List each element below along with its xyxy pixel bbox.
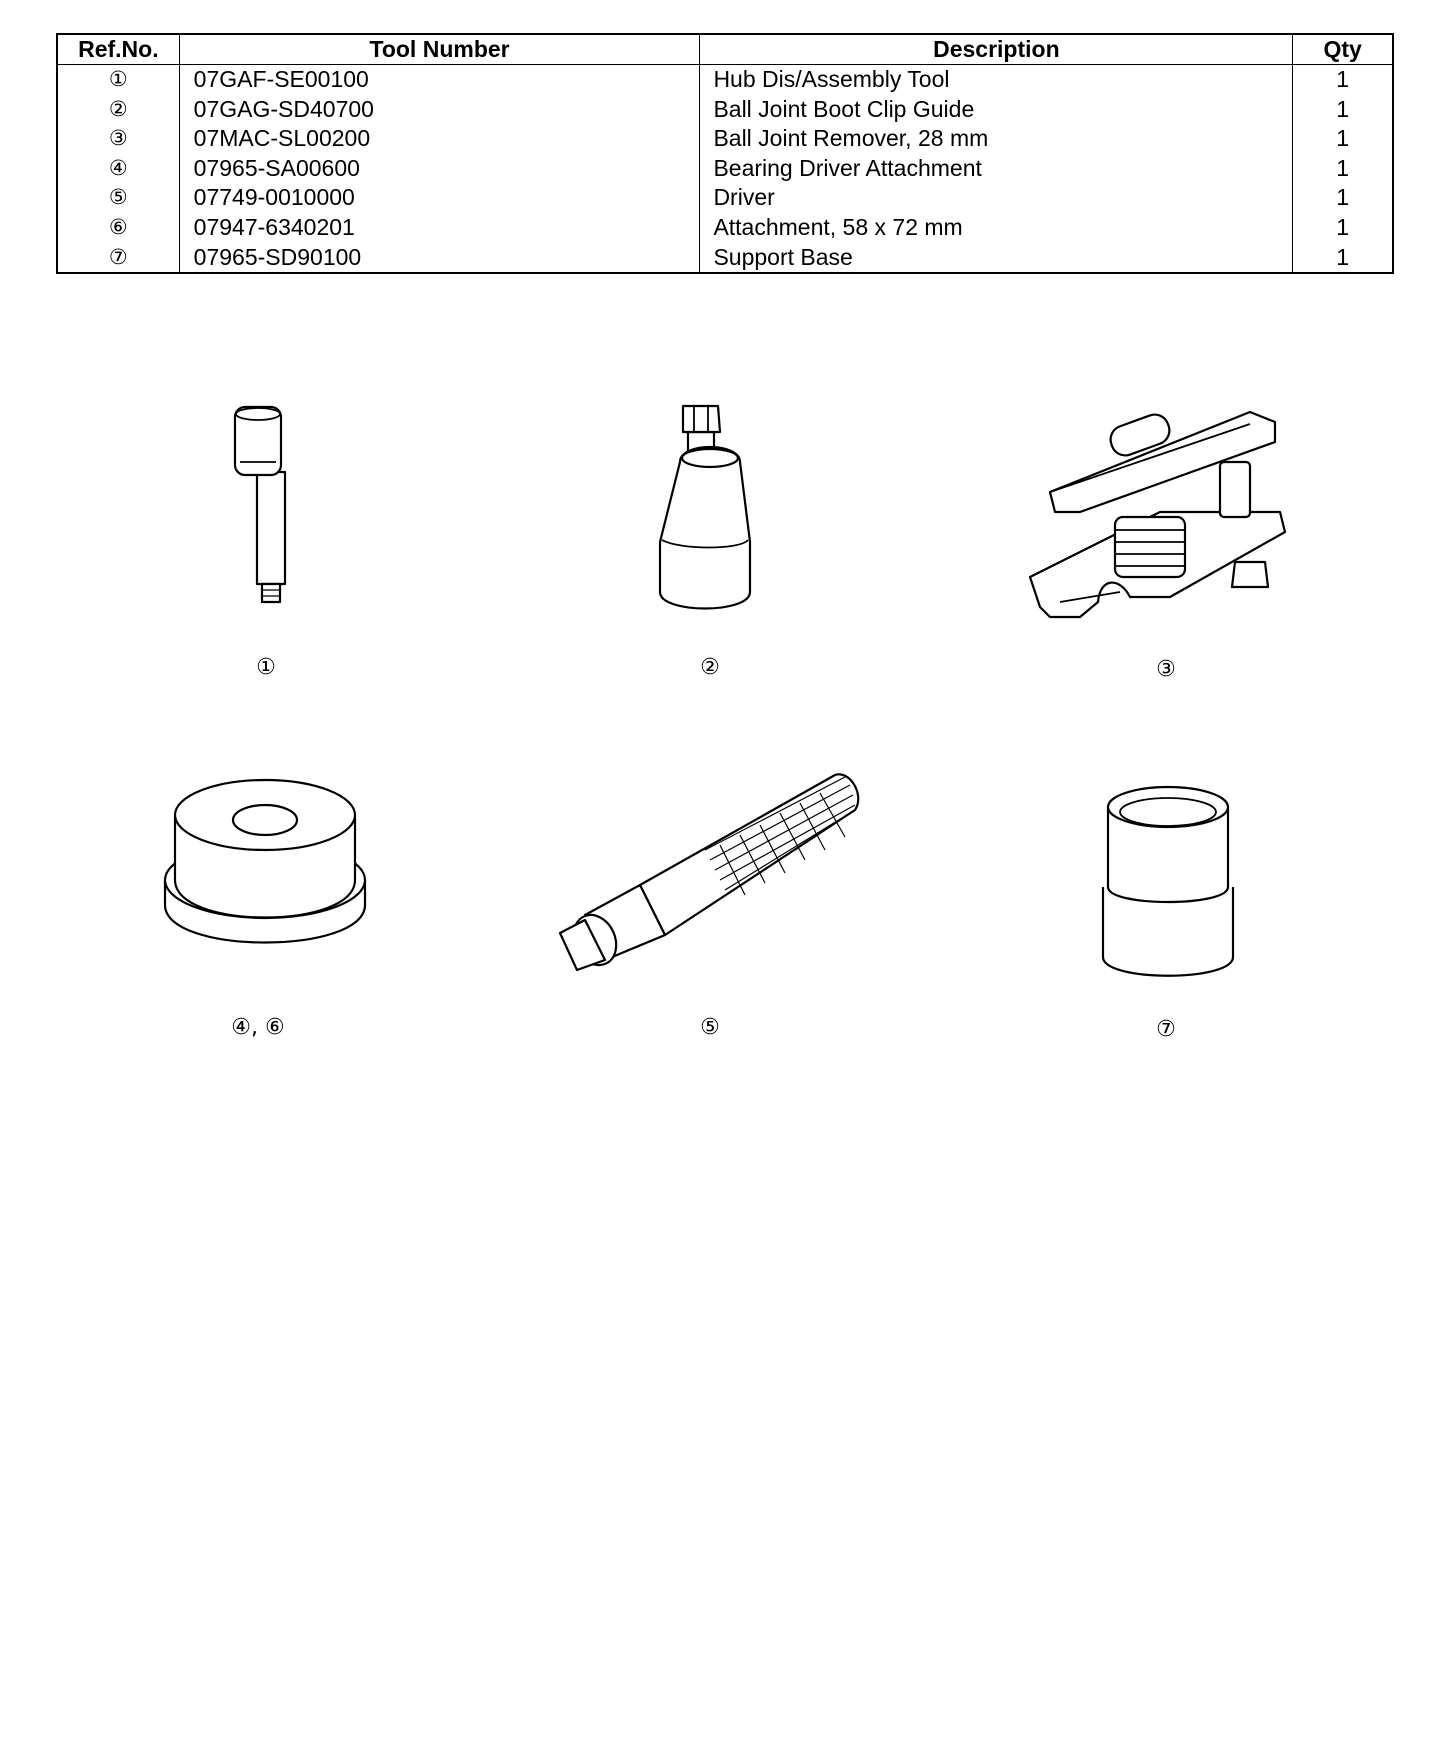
bearing-driver-attachment-illustration [160,770,370,950]
tool-number-cell: 07MAC-SL00200 [179,124,700,154]
ref-cell: ③ [108,126,128,151]
tool-number-cell: 07965-SD90100 [179,243,700,274]
figure-caption-3: ③ [1156,657,1176,682]
description-cell: Attachment, 58 x 72 mm [700,213,1293,243]
ref-cell: ④ [108,155,128,180]
description-cell: Ball Joint Boot Clip Guide [700,95,1293,125]
table-header-row [57,34,1393,65]
qty-cell: 1 [1293,213,1393,243]
table-row [57,183,1393,213]
figure-caption-1: ① [256,655,276,680]
tool-number-cell: 07GAF-SE00100 [179,65,700,95]
header-tool-number: Tool Number [179,34,700,65]
tool-number-cell: 07965-SA00600 [179,154,700,184]
qty-cell: 1 [1293,243,1393,274]
qty-cell: 1 [1293,65,1393,95]
table-row [57,65,1393,95]
description-cell: Support Base [700,243,1293,274]
table-row [57,154,1393,184]
support-base-illustration [1098,782,1238,982]
ref-cell: ① [108,67,128,91]
qty-cell: 1 [1293,124,1393,154]
ref-cell: ⑤ [108,185,128,210]
driver-illustration [545,755,875,975]
description-cell: Driver [700,183,1293,213]
hub-tool-illustration [220,402,320,607]
ball-joint-remover-illustration [1020,402,1310,647]
header-description: Description [700,34,1293,65]
description-cell: Ball Joint Remover, 28 mm [700,124,1293,154]
qty-cell: 1 [1293,154,1393,184]
special-tools-table [56,33,1394,274]
figure-caption-2: ② [700,655,720,680]
ref-cell: ⑥ [108,214,128,239]
qty-cell: 1 [1293,183,1393,213]
header-qty: Qty [1293,34,1393,65]
header-ref-no: Ref.No. [57,34,179,65]
tool-number-cell: 07749-0010000 [179,183,700,213]
table-row [57,124,1393,154]
figure-caption-4: ④, ⑥ [231,1015,285,1040]
table-row [57,213,1393,243]
description-cell: Hub Dis/Assembly Tool [700,65,1293,95]
description-cell: Bearing Driver Attachment [700,154,1293,184]
figure-caption-7: ⑦ [1156,1017,1176,1042]
figure-caption-5: ⑤ [700,1015,720,1040]
table-row [57,95,1393,125]
tool-number-cell: 07GAG-SD40700 [179,95,700,125]
qty-cell: 1 [1293,95,1393,125]
boot-clip-guide-illustration [650,402,770,617]
tool-number-cell: 07947-6340201 [179,213,700,243]
table-row [57,243,1393,274]
ref-cell: ② [108,96,128,121]
ref-cell: ⑦ [108,244,128,269]
